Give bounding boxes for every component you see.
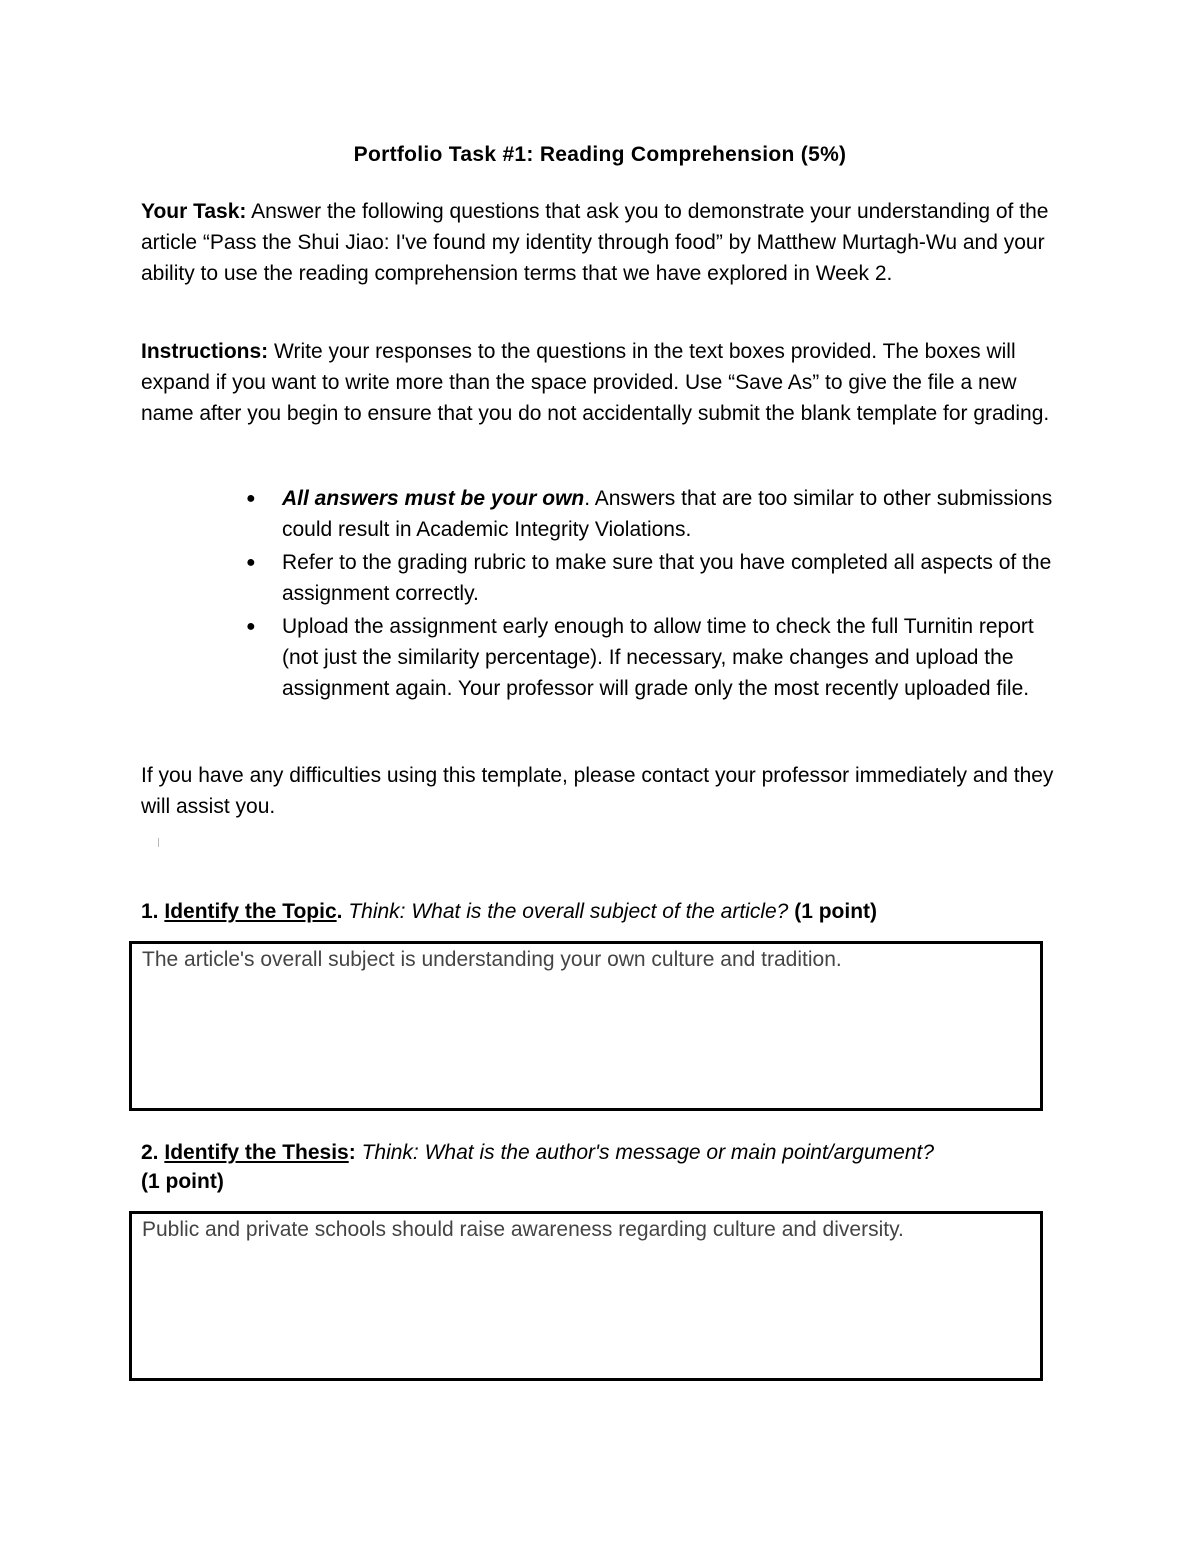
bullet-icon: ● — [246, 618, 256, 635]
question-prompt: Think: What is the overall subject of the article? — [348, 900, 789, 923]
contact-paragraph: If you have any difficulties using this template, please contact your professor immediately and they will assist you. — [141, 764, 1054, 818]
instruction-bullet-list — [246, 483, 1072, 706]
question-prompt: Think: What is the author's message or main point/argument? — [361, 1141, 935, 1164]
bullet-item — [246, 547, 1072, 609]
bullet-emphasis: All answers must be your own — [282, 487, 585, 510]
bullet-item — [246, 483, 1072, 545]
instructions-paragraph — [141, 336, 1066, 429]
cursor-mark — [158, 838, 159, 847]
question-points: (1 point) — [141, 1170, 224, 1193]
bullet-text: Refer to the grading rubric to make sure that you have completed all aspects of the assignment correctly. — [282, 551, 1052, 605]
question-heading: Identify the Thesis — [164, 1141, 349, 1164]
page-title: Portfolio Task #1: Reading Comprehension (5%) — [353, 143, 847, 166]
instructions-text: Write your responses to the questions in the text boxes provided. The boxes will expand if you want to write more than the space provided. Use “Save As” to give the file a new name after you begin to ensure that you do not accidentally submit the blank template for grading. — [141, 340, 1050, 425]
task-text: Answer the following questions that ask you to demonstrate your understanding of the article “Pass the Shui Jiao: I've found my identity through food” by Matthew Murtagh-Wu and your ability to use the reading comprehension terms that we have explored in Week 2. — [141, 200, 1049, 285]
question-points: (1 point) — [794, 900, 878, 923]
answer-box-2[interactable]: Public and private schools should raise awareness regarding culture and diversity. — [129, 1211, 1043, 1381]
bullet-item — [246, 611, 1072, 704]
question-separator: . — [336, 900, 343, 923]
bullet-text: Upload the assignment early enough to allow time to check the full Turnitin report (not just the similarity percentage). If necessary, make changes and upload the assignment again. Your professor will grade only the most recently uploaded file. — [282, 615, 1034, 700]
bullet-icon: ● — [246, 490, 256, 507]
bullet-icon: ● — [246, 554, 256, 571]
answer-box-1[interactable]: The article's overall subject is understanding your own culture and tradition. — [129, 941, 1043, 1111]
task-label: Your Task: — [141, 200, 247, 223]
question-heading: Identify the Topic — [164, 900, 337, 923]
question-1 — [141, 897, 1066, 926]
question-number: 2. — [141, 1141, 159, 1164]
question-2 — [141, 1138, 1066, 1196]
bullet-text: . Answers that are too similar to other submissions could result in Academic Integrity Violations. — [282, 487, 1053, 541]
question-separator: : — [348, 1141, 356, 1164]
question-number: 1. — [141, 900, 159, 923]
task-paragraph — [141, 196, 1066, 289]
instructions-label: Instructions: — [141, 340, 269, 363]
